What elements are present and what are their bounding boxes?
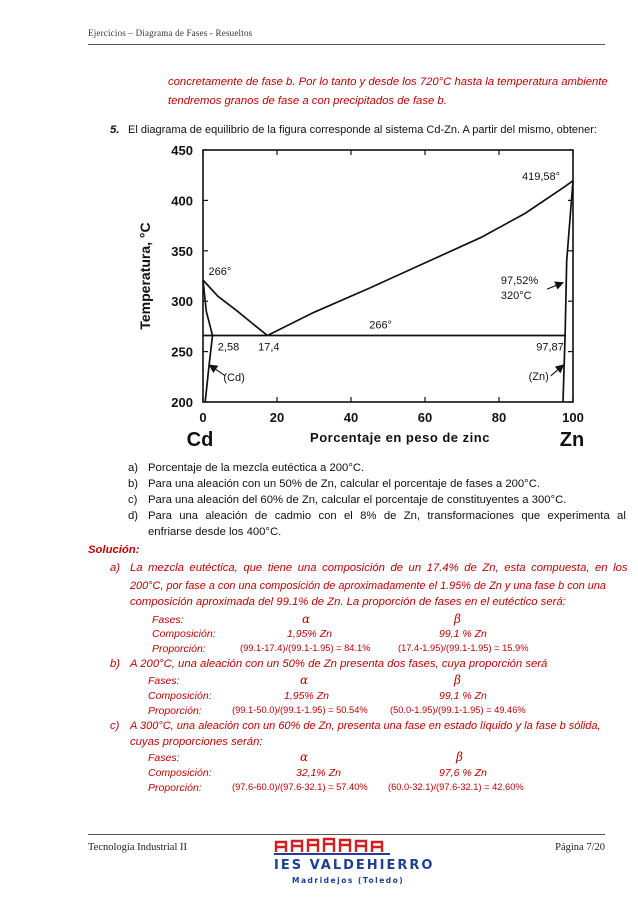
- series-liquidus-zn: [267, 181, 573, 336]
- question-a-letter: a): [128, 462, 139, 474]
- x-tick-label: 20: [269, 410, 285, 425]
- question-b-letter: b): [128, 478, 139, 490]
- header-divider: [88, 44, 605, 45]
- x-tick-label: 60: [417, 410, 433, 425]
- a-comp-beta: 99,1 % Zn: [439, 628, 487, 640]
- b-prop-beta: (50.0-1.95)/(99.1-1.95) = 49.46%: [390, 705, 526, 715]
- footer-page-number: Página 7/20: [555, 842, 605, 853]
- solution-c-line-1: A 300°C, una aleación con un 60% de Zn, presenta una fase en estado líquido y la fase b sólida,: [130, 720, 601, 732]
- x-tick-label: 40: [343, 410, 359, 425]
- question-d: Para una aleación de cadmio con el 8% de Zn, transformaciones que experimenta al: [148, 510, 626, 522]
- b-composicion-label: Composición:: [148, 690, 212, 702]
- b-beta-symbol: β: [454, 673, 461, 687]
- b-comp-alpha: 1,95% Zn: [284, 690, 329, 702]
- eutectic-comp-annotation: 17,4: [258, 341, 280, 354]
- a-alpha-symbol: α: [302, 612, 311, 626]
- footer-subject: Tecnología Industrial II: [88, 842, 187, 853]
- series-liquidus-cd: [203, 280, 267, 336]
- c-alpha-symbol: α: [300, 750, 309, 764]
- x-tick-label: 0: [199, 410, 207, 425]
- a-fases-label: Fases:: [152, 614, 184, 626]
- exercise-statement: El diagrama de equilibrio de la figura corresponde al sistema Cd-Zn. A partir del mismo, obtener:: [128, 124, 597, 136]
- y-tick-label: 400: [171, 193, 193, 209]
- solution-a-letter: a): [110, 562, 121, 574]
- solution-c-line-2: cuyas proporciones serán:: [130, 736, 263, 748]
- intro-line-1: concretamente de fase b. Por lo tanto y desde los 720°C hasta la temperatura ambiente: [168, 76, 608, 88]
- solution-c-letter: c): [110, 720, 120, 732]
- y-tick-label: 200: [171, 395, 193, 410]
- solution-title: Solución:: [88, 544, 140, 556]
- logo-subtitle: Madridejos (Toledo): [292, 876, 405, 885]
- question-c: Para una aleación del 60% de Zn, calcular el porcentaje de constituyentes a 300°C.: [148, 494, 567, 506]
- b-comp-beta: 99,1 % Zn: [439, 690, 487, 702]
- solution-a-line-2: 200°C, por fase a con una composición de aproximadamente el 1.95% de Zn y una fase b con una: [130, 580, 606, 592]
- document-header: Ejercicios – Diagrama de Fases - Resueltos: [88, 28, 253, 38]
- question-d-cont: enfriarse desde los 400°C.: [148, 526, 282, 538]
- y-tick-label: 450: [171, 143, 193, 158]
- eutectic-temp-annotation: 266°: [369, 319, 392, 332]
- intro-line-2: tendremos granos de fase a con precipitados de fase b.: [168, 95, 447, 107]
- b-alpha-symbol: α: [300, 673, 309, 687]
- c-fases-label: Fases:: [148, 752, 180, 764]
- logo-emblem-icon: [272, 836, 392, 856]
- exercise-number: 5.: [110, 124, 120, 136]
- c-prop-alpha: (97.6-60.0)/(97.6-32.1) = 57.40%: [232, 782, 368, 792]
- solution-b-letter: b): [110, 658, 121, 670]
- series-solvus-cd: [203, 280, 213, 402]
- b-fases-label: Fases:: [148, 675, 180, 687]
- c-comp-alpha: 32,1% Zn: [296, 767, 341, 779]
- x-tick-label: 80: [491, 410, 507, 425]
- solution-a-line-1: La mezcla eutéctica, que tiene una composición de un 17.4% de Zn, esta compuesta, en los: [130, 562, 628, 574]
- a-prop-alpha: (99.1-17.4)/(99.1-1.95) = 84.1%: [240, 643, 371, 653]
- question-d-letter: d): [128, 510, 139, 522]
- beta-phase-annotation: (Zn): [528, 370, 549, 383]
- question-b: Para una aleación con un 50% de Zn, calcular el porcentaje de fases a 200°C.: [148, 478, 540, 490]
- c-beta-symbol: β: [456, 750, 463, 764]
- beta-phase-arrow: [551, 366, 563, 376]
- a-prop-beta: (17.4-1.95)/(99.1-1.95) = 15.9%: [398, 643, 529, 653]
- solution-b-line-1: A 200°C, una aleación con un 50% de Zn presenta dos fases, cuya proporción será: [130, 658, 548, 670]
- melt-cd-annotation: 266°: [208, 265, 232, 278]
- a-composicion-label: Composición:: [152, 628, 216, 640]
- melt-zn-annotation: 419,58°: [522, 171, 561, 184]
- school-logo: [262, 836, 435, 892]
- y-tick-label: 300: [171, 294, 193, 310]
- beta-comp-arrow: [547, 283, 562, 289]
- beta-comp-annotation: 97,52%: [500, 275, 539, 288]
- cd-zn-phase-diagram: [128, 140, 604, 450]
- x-tick-label: 100: [562, 410, 584, 425]
- y-tick-label: 350: [171, 243, 193, 259]
- beta-limit-annotation: 97,87: [536, 341, 564, 354]
- zn-end-label: Zn: [559, 429, 585, 450]
- cd-end-label: Cd: [186, 429, 214, 450]
- c-proporcion-label: Proporción:: [148, 782, 202, 794]
- a-beta-symbol: β: [454, 612, 461, 626]
- question-c-letter: c): [128, 494, 138, 506]
- c-prop-beta: (60.0-32.1)/(97.6-32.1) = 42.60%: [388, 782, 524, 792]
- b-prop-alpha: (99.1-50.0)/(99.1-1.95) = 50.54%: [232, 705, 368, 715]
- a-proporcion-label: Proporción:: [152, 643, 206, 655]
- footer-divider: [88, 834, 605, 835]
- y-axis-label: Temperatura, °C: [137, 222, 153, 330]
- c-comp-beta: 97,6 % Zn: [439, 767, 487, 779]
- question-a: Porcentaje de la mezcla eutéctica a 200°C.: [148, 462, 365, 474]
- solution-a-line-3: composición aproximada del 99.1% de Zn. La proporción de fases en el eutéctico será:: [130, 596, 566, 608]
- x-axis-label: Porcentaje en peso de zinc: [310, 430, 490, 445]
- b-proporcion-label: Proporción:: [148, 705, 202, 717]
- a-comp-alpha: 1,95% Zn: [287, 628, 332, 640]
- alpha-limit-annotation: 2,58: [217, 341, 240, 354]
- logo-name: IES VALDEHIERRO: [274, 858, 435, 873]
- series-solidus-zn: [563, 181, 573, 402]
- beta-temp-annotation: 320°C: [500, 290, 532, 303]
- c-composicion-label: Composición:: [148, 767, 212, 779]
- alpha-phase-annotation: (Cd): [223, 371, 245, 384]
- y-tick-label: 250: [171, 344, 193, 360]
